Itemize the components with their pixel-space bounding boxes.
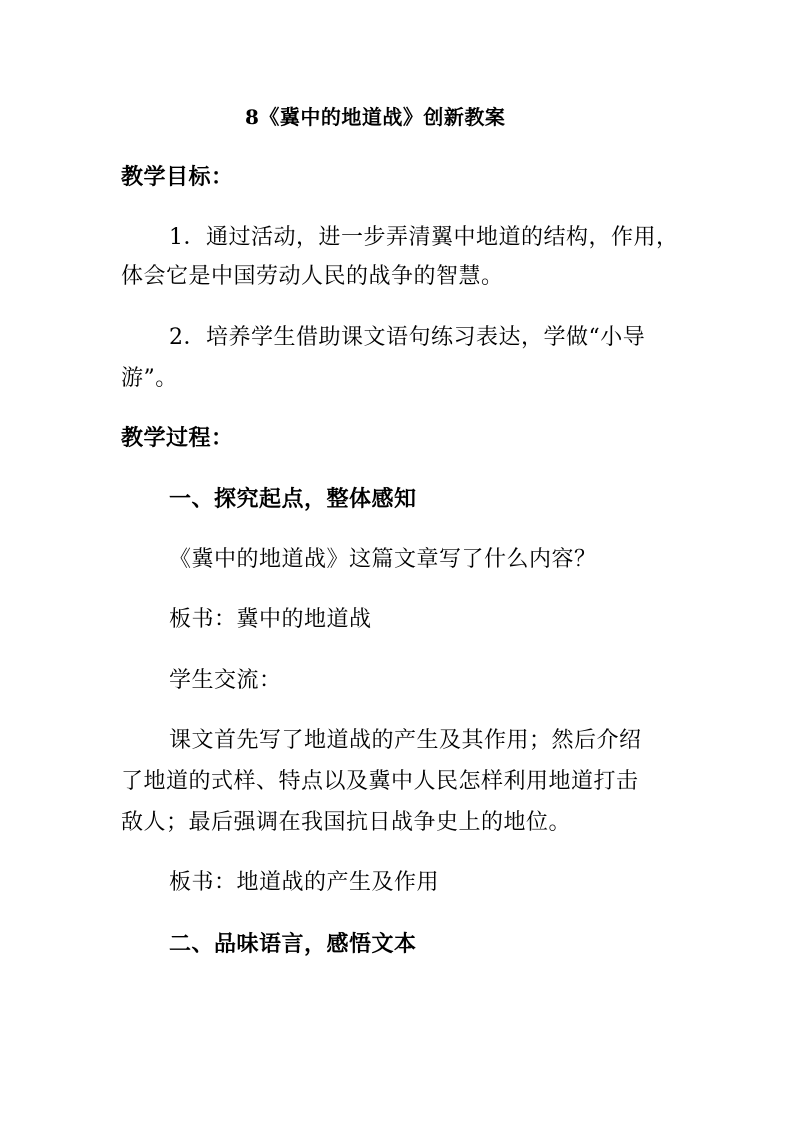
section-1-heading: 一、探究起点，整体感知: [169, 486, 417, 512]
summary-line-3: 敌人；最后强调在我国抗日战争史上的地位。: [121, 810, 572, 835]
section-2-heading: 二、品味语言，感悟文本: [169, 931, 417, 957]
student-exchange-label: 学生交流：: [169, 668, 282, 693]
process-heading: 教学过程：: [121, 425, 234, 451]
objective-1-line-2: 体会它是中国劳动人民的战争的智慧。: [121, 264, 504, 289]
board-note-2: 板书：地道战的产生及作用: [169, 870, 440, 895]
objective-1-line-1: 1．通过活动，进一步弄清翼中地道的结构，作用，: [169, 225, 679, 250]
objective-2-line-2: 游”。: [121, 366, 178, 391]
objectives-heading: 教学目标：: [121, 164, 234, 190]
summary-line-2: 了地道的式样、特点以及冀中人民怎样利用地道打击: [121, 769, 639, 794]
objective-2-line-1: 2．培养学生借助课文语句练习表达，学做“小导: [169, 325, 646, 350]
summary-line-1: 课文首先写了地道战的产生及其作用；然后介绍: [169, 728, 642, 753]
board-note-1: 板书：冀中的地道战: [169, 607, 372, 632]
document-title: 8《冀中的地道战》创新教案: [245, 105, 506, 129]
question-text: 《冀中的地道战》这篇文章写了什么内容？: [169, 547, 597, 572]
